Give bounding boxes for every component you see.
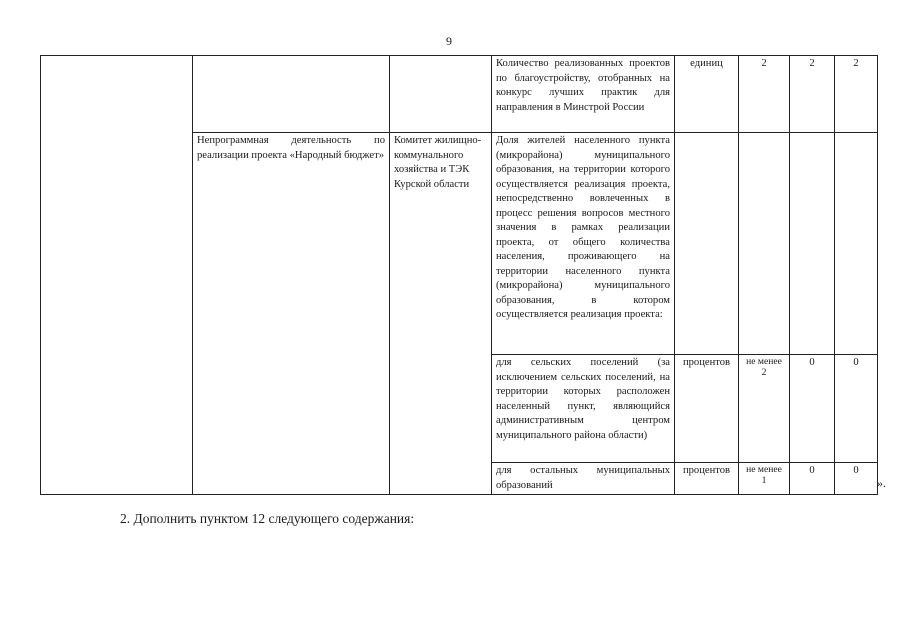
unit-cell: процентов <box>675 355 739 463</box>
value-cell-3 <box>835 133 878 355</box>
indicators-table <box>40 55 878 495</box>
program-cell: Непрограммная деятельность по реализации проекта «Народный бюджет» <box>193 133 390 495</box>
value-cell-1 <box>739 133 790 355</box>
unit-cell: процентов <box>675 463 739 495</box>
indicator-cell: Количество реализованных проектов по благоустройству, отобранных на конкурс лучших практик для направления в Минстрой России <box>492 56 675 133</box>
indicator-cell: Доля жителей населенного пункта (микрорайона) муниципального образования, на территории которого осуществляется реализация проекта, непосредственно вовлеченных в процесс решения вопросов местного значения в рамках реализации проекта, от общего количества населения, проживающего на территории населенного пункта (микрорайона) муниципального образования, в котором осуществляется реализация проекта: <box>492 133 675 355</box>
closing-quote: ». <box>877 476 886 490</box>
first-column-cell <box>41 56 193 495</box>
value-cell-2: 0 <box>790 355 835 463</box>
page-number: 9 <box>446 34 452 48</box>
value-cell-2: 0 <box>790 463 835 495</box>
value-cell-1: не менее 2 <box>739 355 790 463</box>
executor-cell: Комитет жилищно-коммунального хозяйства и ТЭК Курской области <box>390 133 492 495</box>
paragraph-text: 2. Дополнить пунктом 12 следующего содержания: <box>120 511 415 526</box>
indicator-cell: для сельских поселений (за исключением сельских поселений, на территории которых расположен населенный пункт, являющийся административным центром муниципального района области) <box>492 355 675 463</box>
indicator-cell: для остальных муниципальных образований <box>492 463 675 495</box>
value-cell-1: 2 <box>739 56 790 133</box>
program-cell <box>193 56 390 133</box>
value-cell-3: 0 <box>835 463 878 495</box>
value-cell-1: не менее 1 <box>739 463 790 495</box>
unit-cell: единиц <box>675 56 739 133</box>
table-row <box>41 56 878 133</box>
value-cell-3: 2 <box>835 56 878 133</box>
executor-cell <box>390 56 492 133</box>
unit-cell <box>675 133 739 355</box>
value-cell-2 <box>790 133 835 355</box>
value-cell-2: 2 <box>790 56 835 133</box>
value-cell-3: 0 <box>835 355 878 463</box>
